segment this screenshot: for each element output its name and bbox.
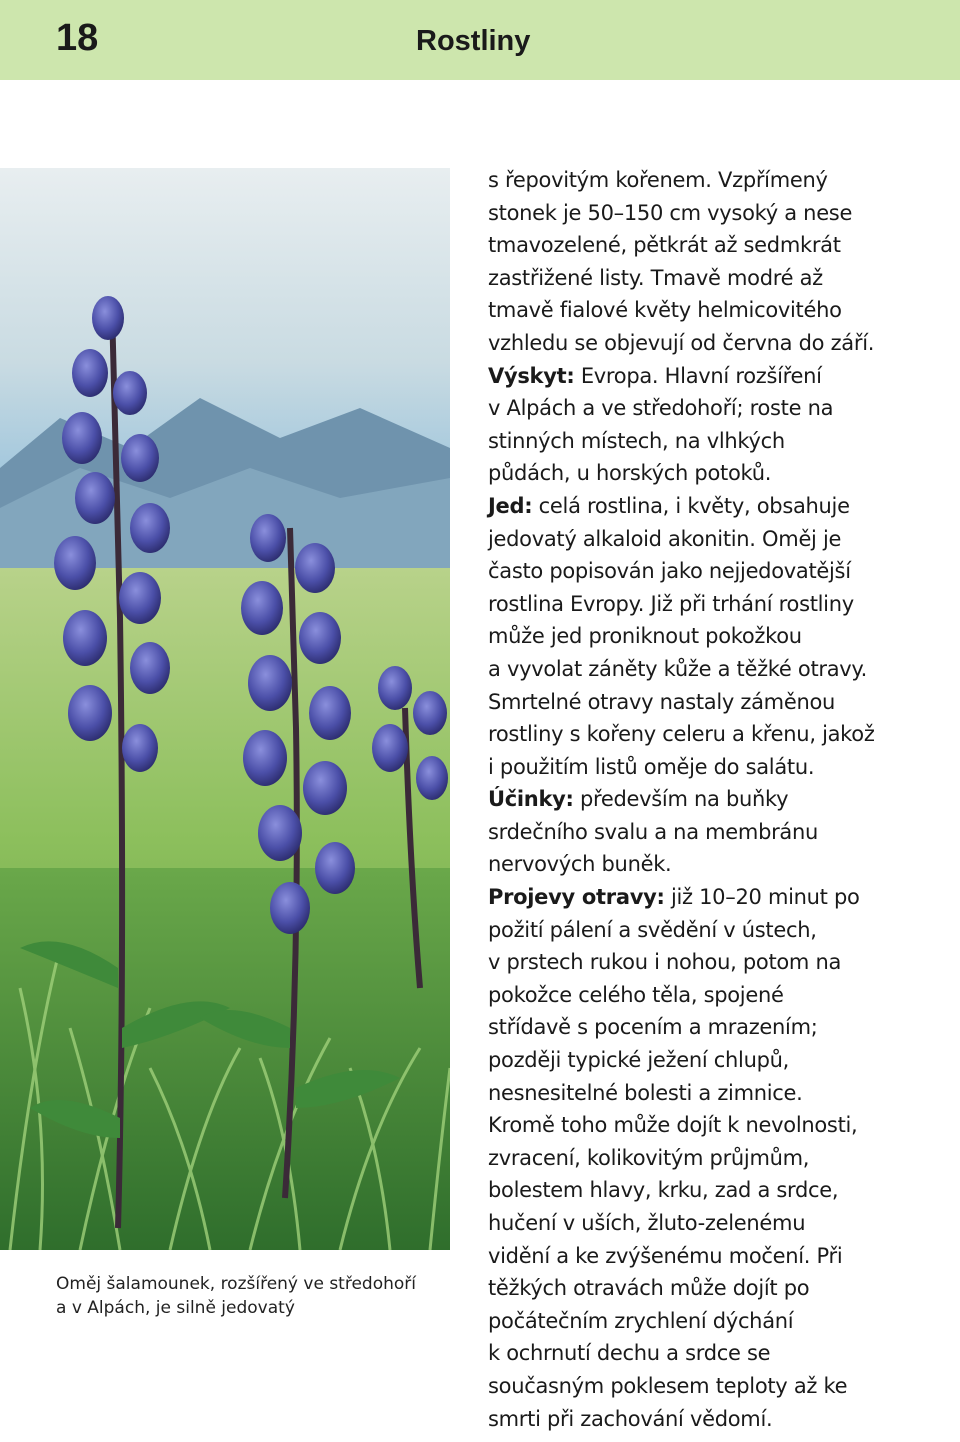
text-line: pokožce celého těla, spojené	[488, 982, 784, 1007]
text-line: vidění a ke zvýšenému močení. Při	[488, 1243, 843, 1268]
text-line: rostlina Evropy. Již při trhání rostliny	[488, 591, 854, 616]
text-line: srdečního svalu a na membránu	[488, 819, 819, 844]
text-line: zvracení, kolikovitým průjmům,	[488, 1145, 810, 1170]
text-fragment: především na buňky	[573, 787, 789, 812]
text-line: tmavozelené, pětkrát až sedmkrát	[488, 233, 841, 258]
text-line: počátečním zrychlení dýchání	[488, 1308, 794, 1333]
text-line	[488, 360, 948, 393]
text-line: požití pálení a svědění v ústech,	[488, 917, 817, 942]
text-line	[488, 881, 948, 914]
text-line: později typické ježení chlupů,	[488, 1048, 790, 1073]
text-line: k ochrnutí dechu a srdce se	[488, 1341, 771, 1366]
text-line: současným poklesem teploty až ke	[488, 1373, 848, 1398]
text-line: často popisován jako nejjedovatější	[488, 559, 851, 584]
text-line: v prstech rukou i nohou, potom na	[488, 950, 842, 975]
label-projevy-otravy: Projevy otravy:	[488, 885, 665, 910]
article-body	[488, 164, 948, 1435]
text-line: zastřižené listy. Tmavě modré až	[488, 265, 823, 290]
page-number: 18	[56, 17, 99, 59]
text-line: s řepovitým kořenem. Vzpřímený	[488, 168, 828, 192]
text-line: Kromě toho může dojít k nevolnosti,	[488, 1113, 858, 1138]
text-line: v Alpách a ve středohoří; roste na	[488, 396, 834, 421]
page-header	[0, 0, 960, 80]
text-line	[488, 490, 948, 523]
photo-caption	[56, 1272, 456, 1320]
text-line: Smrtelné otravy nastaly záměnou	[488, 689, 836, 714]
label-ucinky: Účinky:	[488, 787, 574, 812]
text-line: tmavě fialové květy helmicovitého	[488, 298, 842, 323]
text-line: jedovatý alkaloid akonitin. Oměj je	[488, 526, 842, 551]
text-line: těžkých otravách může dojít po	[488, 1276, 810, 1301]
monkshood-photo	[0, 168, 450, 1250]
text-fragment: Evropa. Hlavní rozšíření	[574, 363, 822, 388]
text-line: vzhledu se objevují od června do září.	[488, 330, 875, 355]
text-line: půdách, u horských potoků.	[488, 461, 772, 486]
text-line: nervových buněk.	[488, 852, 672, 877]
text-line: stinných místech, na vlhkých	[488, 428, 785, 453]
section-title: Rostliny	[416, 25, 531, 57]
caption-line: Oměj šalamounek, rozšířený ve středohoří	[56, 1274, 416, 1294]
text-line: hučení v uších, žluto-zelenému	[488, 1211, 806, 1235]
label-vyskyt: Výskyt:	[488, 363, 575, 388]
label-jed: Jed:	[488, 493, 533, 518]
text-line: rostliny s kořeny celeru a křenu, jakož	[488, 722, 875, 747]
text-line: smrti při zachování vědomí.	[488, 1406, 773, 1431]
text-line: stonek je 50–150 cm vysoký a nese	[488, 200, 853, 225]
text-line: i použitím listů oměje do salátu.	[488, 754, 815, 779]
text-fragment: již 10–20 minut po	[664, 885, 860, 910]
text-line: střídavě s pocením a mrazením;	[488, 1015, 818, 1040]
text-line: nesnesitelné bolesti a zimnice.	[488, 1080, 803, 1105]
text-line	[488, 783, 948, 816]
text-fragment: celá rostlina, i květy, obsahuje	[532, 493, 850, 518]
caption-line: a v Alpách, je silně jedovatý	[56, 1298, 295, 1318]
text-line: a vyvolat záněty kůže a těžké otravy.	[488, 656, 867, 681]
text-line: může jed proniknout pokožkou	[488, 624, 802, 649]
text-line: bolestem hlavy, krku, zad a srdce,	[488, 1178, 839, 1203]
